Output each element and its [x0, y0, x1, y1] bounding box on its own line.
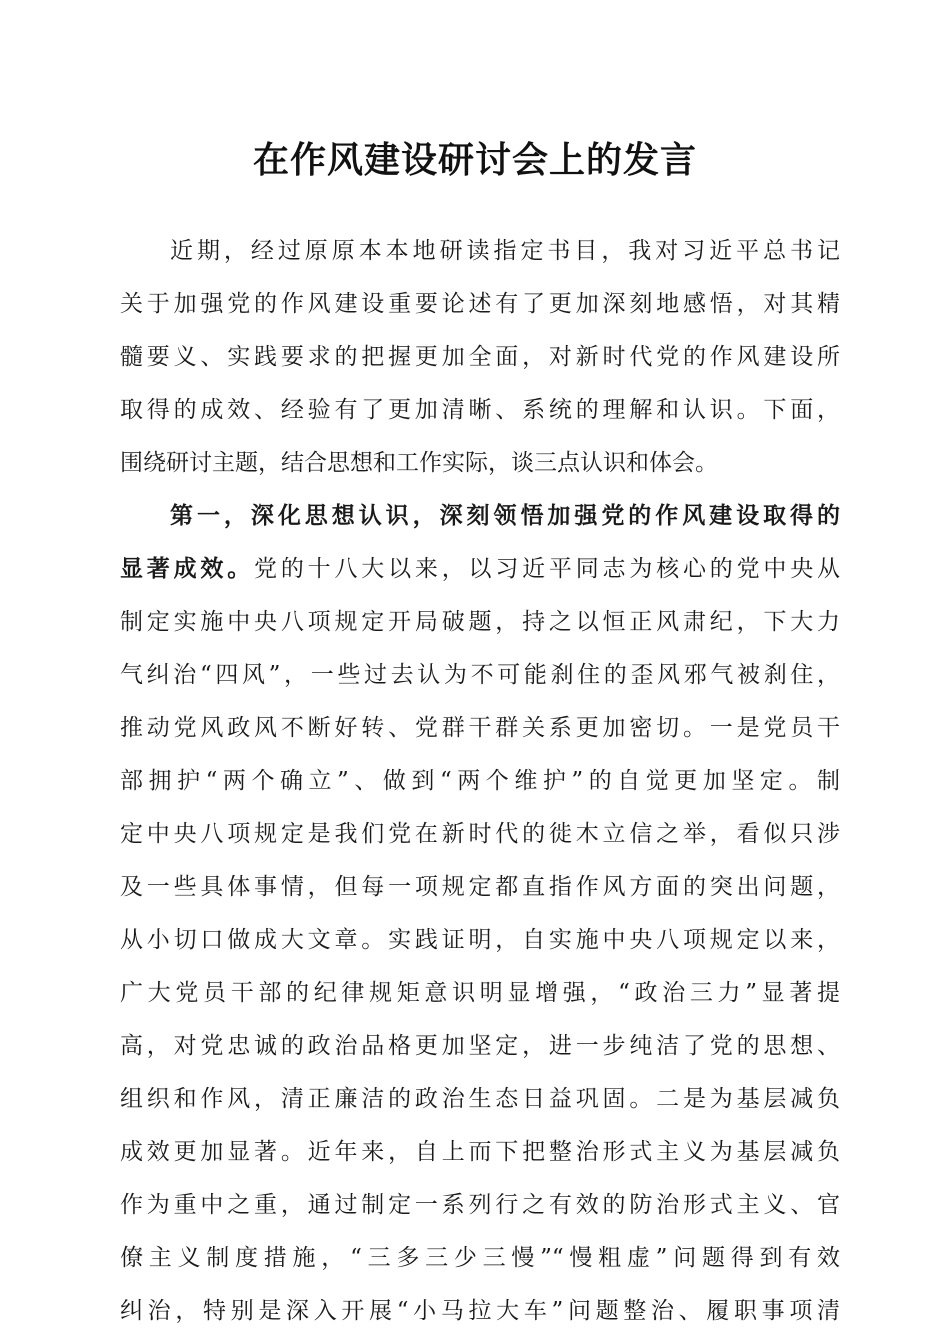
paragraph-2-line-6: 部拥护“两个确立”、做到“两个维护”的自觉更加坚定。制: [120, 768, 840, 794]
paragraph-2-line-10: 广大党员干部的纪律规矩意识明显增强，“政治三力”显著提: [120, 980, 840, 1006]
paragraph-2-line-16: 纠治，特别是深入开展“小马拉大车”问题整治、履职事项清: [120, 1298, 840, 1324]
paragraph-2-line-1: [170, 493, 840, 539]
paragraph-2-line-15: 僚主义制度措施，“三多三少三慢”“慢粗虚”问题得到有效: [120, 1245, 840, 1271]
section-heading-part-2: 显著成效。: [120, 555, 255, 582]
paragraph-1-line-1: 近期，经过原原本本地研读指定书目，我对习近平总书记: [170, 238, 840, 264]
paragraph-2-line-2-text: 党的十八大以来，以习近平同志为核心的党中央从: [254, 556, 840, 582]
paragraph-2-line-5: 推动党风政风不断好转、党群干群关系更加密切。一是党员干: [120, 715, 840, 741]
document-title: 在作风建设研讨会上的发言: [252, 139, 697, 181]
paragraph-1-line-5: 围绕研讨主题，结合思想和工作实际，谈三点认识和体会。: [120, 450, 718, 476]
paragraph-1-line-4: 取得的成效、经验有了更加清晰、系统的理解和认识。下面，: [120, 397, 840, 423]
paragraph-2-line-12: 组织和作风，清正廉洁的政治生态日益巩固。二是为基层减负: [120, 1086, 840, 1112]
paragraph-2-line-2: [120, 546, 840, 592]
paragraph-1-line-3: 髓要义、实践要求的把握更加全面，对新时代党的作风建设所: [120, 344, 840, 370]
paragraph-2-line-8: 及一些具体事情，但每一项规定都直指作风方面的突出问题，: [120, 874, 840, 900]
paragraph-2-line-4: 气纠治“四风”，一些过去认为不可能刹住的歪风邪气被刹住，: [120, 662, 840, 688]
paragraph-2-line-13: 成效更加显著。近年来，自上而下把整治形式主义为基层减负: [120, 1139, 840, 1165]
paragraph-1-line-2: 关于加强党的作风建设重要论述有了更加深刻地感悟，对其精: [120, 291, 840, 317]
paragraph-2-line-11: 高，对党忠诚的政治品格更加坚定，进一步纯洁了党的思想、: [120, 1033, 840, 1059]
section-heading-part-1: 第一，深化思想认识，深刻领悟加强党的作风建设取得的: [170, 502, 840, 529]
paragraph-2-line-14: 作为重中之重，通过制定一系列行之有效的防治形式主义、官: [120, 1192, 840, 1218]
paragraph-2-line-9: 从小切口做成大文章。实践证明，自实施中央八项规定以来，: [120, 927, 840, 953]
paragraph-2-line-7: 定中央八项规定是我们党在新时代的徙木立信之举，看似只涉: [120, 821, 840, 847]
paragraph-2-line-3: 制定实施中央八项规定开局破题，持之以恒正风肃纪，下大力: [120, 609, 840, 635]
